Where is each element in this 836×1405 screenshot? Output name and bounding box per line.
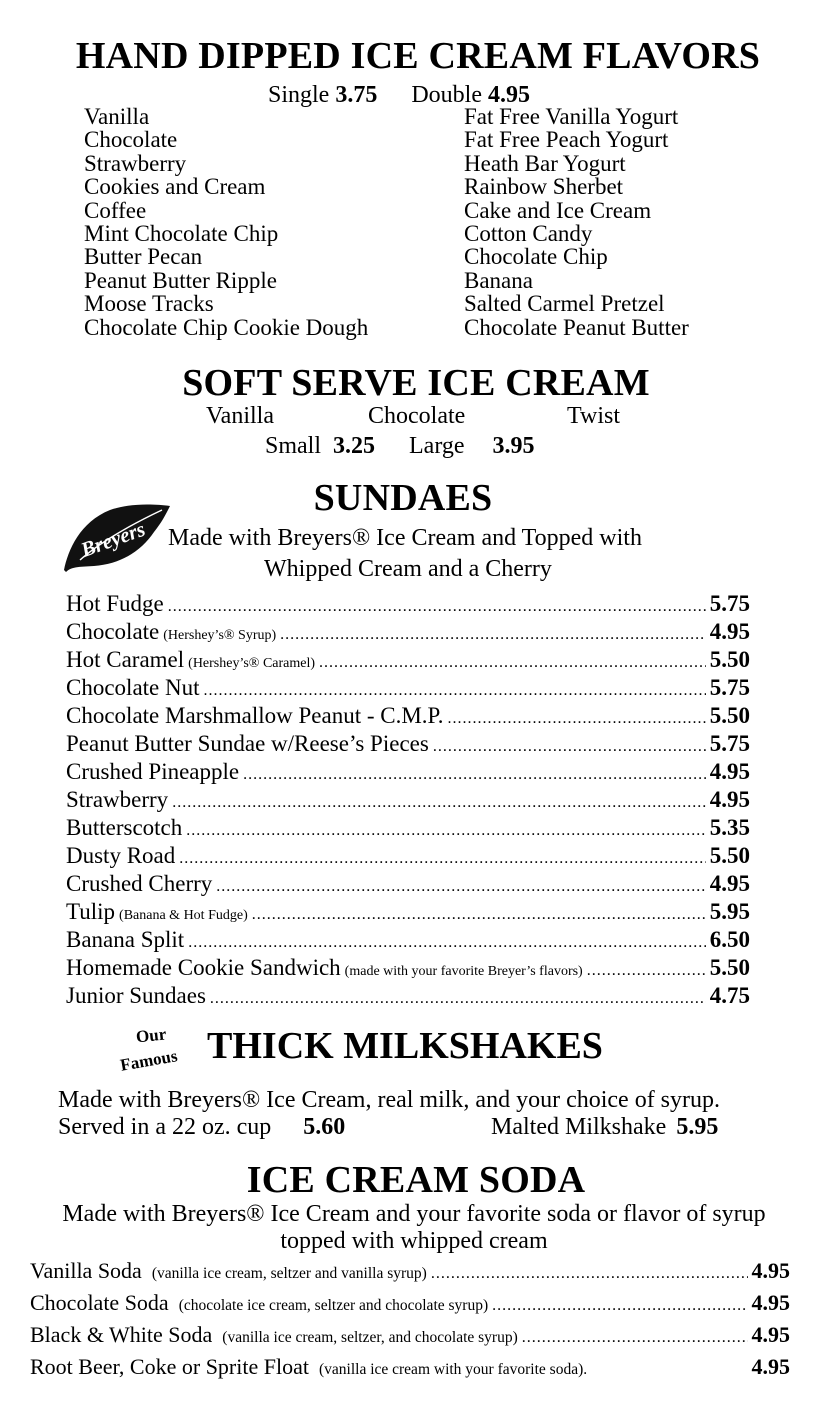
milkshakes-desc: Made with Breyers® Ice Cream, real milk, and your choice of syrup.: [58, 1087, 721, 1113]
flavor-item: Mint Chocolate Chip: [84, 221, 279, 247]
soda-note: (vanilla ice cream, seltzer and vanilla syrup): [151, 1265, 427, 1282]
flavor-item: Cake and Ice Cream: [464, 197, 652, 223]
soda-name: Black & White Soda: [30, 1322, 213, 1347]
sundae-row: [66, 982, 750, 1013]
flavor-item: Banana: [464, 267, 533, 293]
flavor-item: Fat Free Peach Yogurt: [464, 127, 669, 153]
soft-serve-flavor: Chocolate: [368, 403, 466, 429]
sundae-name: Tulip: [66, 899, 116, 924]
sundae-name: Dusty Road: [66, 843, 176, 868]
sundae-row: [66, 870, 750, 901]
sundae-price: 5.35: [709, 815, 750, 840]
sundae-name: Hot Fudge: [66, 591, 164, 616]
milkshakes-title: THICK MILKSHAKES: [207, 1025, 603, 1067]
sundae-name: Chocolate Nut: [66, 675, 200, 700]
famous-label: Famous: [118, 1046, 179, 1075]
sundae-row: [66, 702, 750, 733]
sundae-name: Butterscotch: [66, 815, 183, 840]
sundae-price: 4.95: [709, 759, 750, 784]
flavor-item: Cotton Candy: [464, 221, 593, 247]
single-label: Single: [268, 82, 330, 108]
dot-leader: [431, 1259, 748, 1289]
soft-serve-title: SOFT SERVE ICE CREAM: [182, 362, 650, 404]
sundaes-title: SUNDAES: [313, 477, 493, 519]
flavor-item: Heath Bar Yogurt: [464, 150, 626, 176]
soda-price: 4.95: [751, 1322, 790, 1347]
dot-leader: [280, 621, 706, 649]
single-price: 3.75: [335, 82, 378, 108]
soft-serve-flavor: Vanilla: [206, 403, 274, 429]
sundae-price: 6.50: [709, 927, 750, 952]
soda-note: (vanilla ice cream, seltzer, and chocolate syrup): [222, 1329, 518, 1346]
soda-price: 4.95: [751, 1290, 790, 1315]
soda-note: (vanilla ice cream with your favorite soda).: [318, 1361, 588, 1378]
sundae-name: Crushed Pineapple: [66, 759, 240, 784]
sundae-name: Strawberry: [66, 787, 169, 812]
dot-leader: [188, 929, 706, 957]
sundae-note: (Hershey’s® Caramel): [188, 656, 316, 671]
flavor-item: Fat Free Vanilla Yogurt: [464, 104, 679, 129]
dot-leader: [204, 677, 706, 705]
sundae-row: [66, 842, 750, 873]
dot-leader: [587, 957, 706, 985]
sundae-name: Chocolate: [66, 619, 160, 644]
hand-dipped-title: HAND DIPPED ICE CREAM FLAVORS: [75, 35, 761, 77]
soda-name: Vanilla Soda: [30, 1258, 142, 1283]
sundae-price: 4.95: [709, 787, 750, 812]
flavor-item: Chocolate Chip: [464, 244, 608, 270]
sundae-price: 5.50: [709, 843, 750, 868]
soda-row: [30, 1288, 790, 1321]
sundae-name: Homemade Cookie Sandwich: [66, 955, 341, 980]
sundae-note: (Hershey’s® Syrup): [163, 628, 277, 643]
sundae-price: 4.75: [709, 983, 750, 1008]
dot-leader: [522, 1323, 748, 1353]
sundae-name: Peanut Butter Sundae w/Reese’s Pieces: [66, 731, 429, 756]
small-label: Small: [265, 433, 322, 459]
our-label: Our: [135, 1024, 168, 1047]
milkshakes-served: [58, 1114, 345, 1140]
soda-desc-line2: topped with whipped cream: [280, 1228, 548, 1254]
served-label: Served in a 22 oz. cup: [58, 1114, 272, 1140]
sundae-price: 4.95: [709, 619, 750, 644]
flavor-list-left: [84, 105, 368, 339]
dot-leader: [172, 789, 706, 817]
flavor-item: Butter Pecan: [84, 244, 203, 270]
sundae-name: Junior Sundaes: [66, 983, 206, 1008]
sundae-row: [66, 814, 750, 845]
dot-leader: [252, 901, 706, 929]
breyers-leaf-logo: [58, 500, 172, 574]
sundae-row: [66, 730, 750, 761]
served-price: 5.60: [303, 1114, 346, 1140]
sundae-note: (Banana & Hot Fudge): [119, 908, 248, 923]
sundae-price: 5.50: [709, 703, 750, 728]
soda-note: (chocolate ice cream, seltzer and chocolate syrup): [178, 1297, 489, 1314]
dot-leader: [168, 593, 706, 621]
sundae-note: (made with your favorite Breyer’s flavors): [344, 964, 583, 979]
sundae-price: 4.95: [709, 871, 750, 896]
double-label: Double: [411, 82, 482, 108]
sundae-row: [66, 590, 750, 621]
sundae-name: Crushed Cherry: [66, 871, 213, 896]
sundae-name: Chocolate Marshmallow Peanut - C.M.P.: [66, 703, 444, 728]
sundae-name: Banana Split: [66, 927, 185, 952]
flavor-item: Moose Tracks: [84, 291, 214, 317]
sundae-price: 5.75: [709, 731, 750, 756]
sundae-price: 5.95: [709, 899, 750, 924]
sundaes-desc-line1: Made with Breyers® Ice Cream and Topped with: [168, 525, 642, 551]
sundae-price: 5.75: [709, 591, 750, 616]
soda-name: Chocolate Soda: [30, 1290, 169, 1315]
dot-leader: [186, 817, 706, 845]
soda-title: ICE CREAM SODA: [246, 1159, 586, 1201]
soda-row: [30, 1352, 790, 1385]
double-price: 4.95: [488, 82, 530, 108]
soda-desc-line1: Made with Breyers® Ice Cream and your favorite soda or flavor of syrup: [62, 1201, 766, 1227]
soda-price: 4.95: [751, 1258, 790, 1283]
malted-milkshake: [491, 1114, 718, 1140]
soft-serve-flavor: Twist: [567, 403, 620, 429]
sundae-row: [66, 674, 750, 705]
dot-leader: [210, 985, 706, 1013]
sundae-row: [66, 758, 750, 789]
dot-leader: [216, 873, 705, 901]
malted-label: Malted Milkshake: [491, 1114, 667, 1140]
flavor-item: Vanilla: [84, 104, 150, 129]
flavor-item: Strawberry: [84, 150, 187, 176]
sundae-name: Hot Caramel: [66, 647, 185, 672]
dot-leader: [492, 1291, 747, 1321]
flavor-item: Chocolate Chip Cookie Dough: [84, 314, 369, 340]
sundae-price: 5.50: [709, 647, 750, 672]
sundae-price: 5.50: [709, 955, 750, 980]
sundae-price: 5.75: [709, 675, 750, 700]
flavor-item: Rainbow Sherbet: [464, 174, 624, 200]
sundae-row: [66, 786, 750, 817]
large-label: Large: [409, 433, 465, 459]
soft-serve-prices: [265, 433, 535, 459]
flavor-item: Salted Carmel Pretzel: [464, 291, 665, 317]
dot-leader: [448, 705, 706, 733]
large-price: 3.95: [492, 433, 535, 459]
dot-leader: [179, 845, 706, 873]
flavor-item: Chocolate: [84, 127, 178, 153]
flavor-list-right: [464, 105, 689, 339]
flavor-item: Chocolate Peanut Butter: [464, 314, 689, 340]
malted-price: 5.95: [676, 1114, 719, 1140]
soda-price: 4.95: [751, 1354, 790, 1379]
flavor-item: Peanut Butter Ripple: [84, 267, 277, 293]
flavor-item: Coffee: [84, 197, 147, 223]
dot-leader: [433, 733, 706, 761]
soda-name: Root Beer, Coke or Sprite Float: [30, 1354, 309, 1379]
dot-leader: [319, 649, 706, 677]
sundae-row: [66, 926, 750, 957]
soda-row: [30, 1320, 790, 1353]
dot-leader: [243, 761, 706, 789]
flavor-item: Cookies and Cream: [84, 174, 266, 200]
breyers-logo-text: Breyers: [77, 516, 149, 562]
sundaes-desc-line2: Whipped Cream and a Cherry: [264, 556, 552, 582]
soda-row: [30, 1256, 790, 1289]
small-price: 3.25: [333, 433, 376, 459]
